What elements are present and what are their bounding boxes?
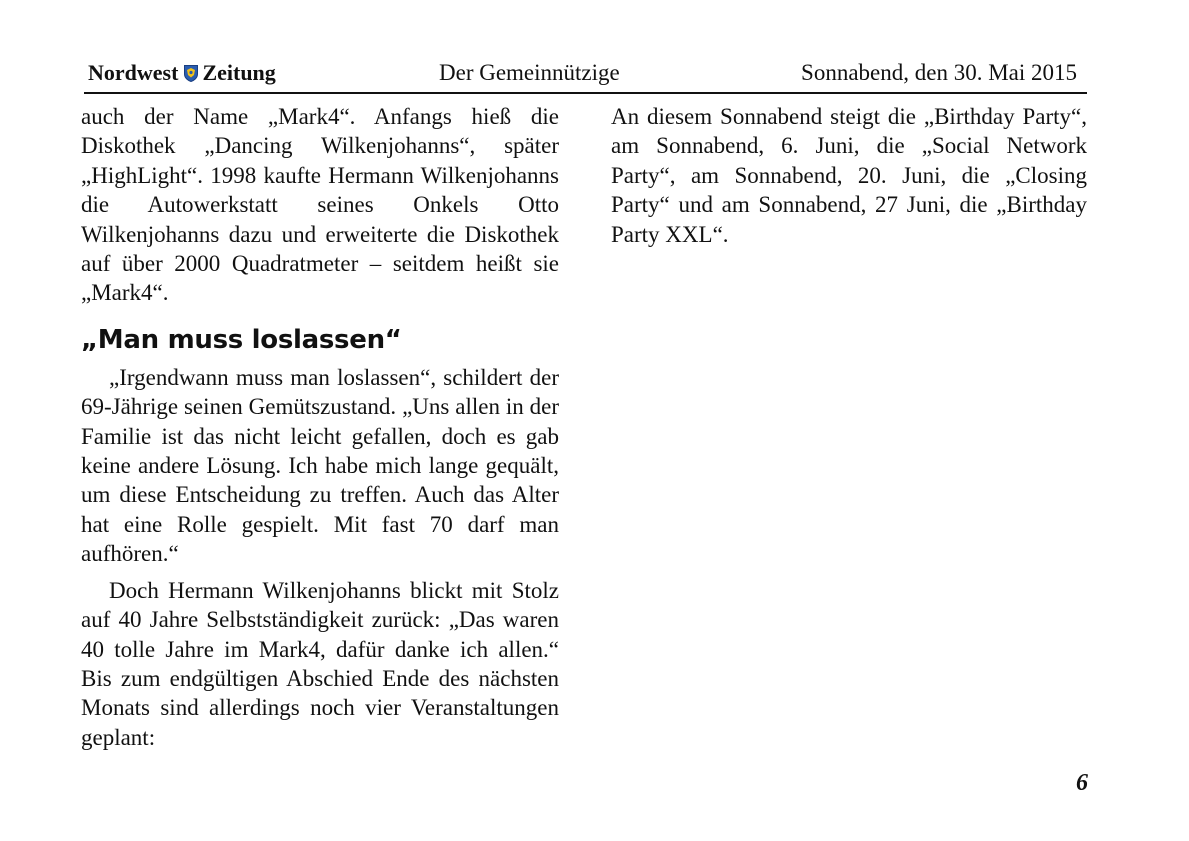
newspaper-masthead [88,60,276,86]
page-header [84,58,1087,94]
article-paragraph: Doch Hermann Wilkenjohanns blickt mit Stolz auf 40 Jahre Selbstständigkeit zurück: „Das waren 40 tolle Jahre im Mark4, dafür danke ich allen.“ Bis zum endgültigen Abschied Ende des nächsten Monats sind allerdings noch vier Veranstaltungen geplant: [81,577,559,750]
page-number: 6 [1076,770,1088,796]
article-column-left [81,102,559,752]
article-paragraph: auch der Name „Mark4“. Anfangs hieß die Diskothek „Dancing Wilkenjohanns“, später „HighLight“. 1998 kaufte Hermann Wilkenjohanns die Autowerkstatt seines Onkels Otto Wilkenjohanns dazu und erweiterte die Diskothek auf über 2000 Quadratmeter – seitdem heißt sie „Mark4“. [81,104,559,306]
article-subheading: „Man muss loslassen“ [81,324,402,355]
issue-date: Sonnabend, den 30. Mai 2015 [801,60,1077,85]
article-paragraph: „Irgendwann muss man loslassen“, schildert der 69-Jährige seinen Gemütszustand. „Uns allen in der Familie ist das nicht leicht gefallen, doch es gab keine andere Lösung. Ich habe mich lange gequält, um diese Entscheidung zu treffen. Auch das Alter hat eine Rolle gespielt. Mit fast 70 darf man aufhören.“ [81,364,559,567]
article-paragraph: An diesem Sonnabend steigt die „Birthday Party“, am Sonnabend, 6. Juni, die „Social Network Party“, am Sonnabend, 20. Juni, die „Closing Party“ und am Sonnabend, 27 Juni, die „Birthday Party XXL“. [611,104,1087,247]
coat-of-arms-icon [184,65,198,82]
section-title: Der Gemeinnützige [439,60,620,85]
masthead-word-zeitung: Zeitung [202,60,276,85]
masthead-word-nordwest: Nordwest [88,60,179,85]
article-column-right [611,102,1087,249]
